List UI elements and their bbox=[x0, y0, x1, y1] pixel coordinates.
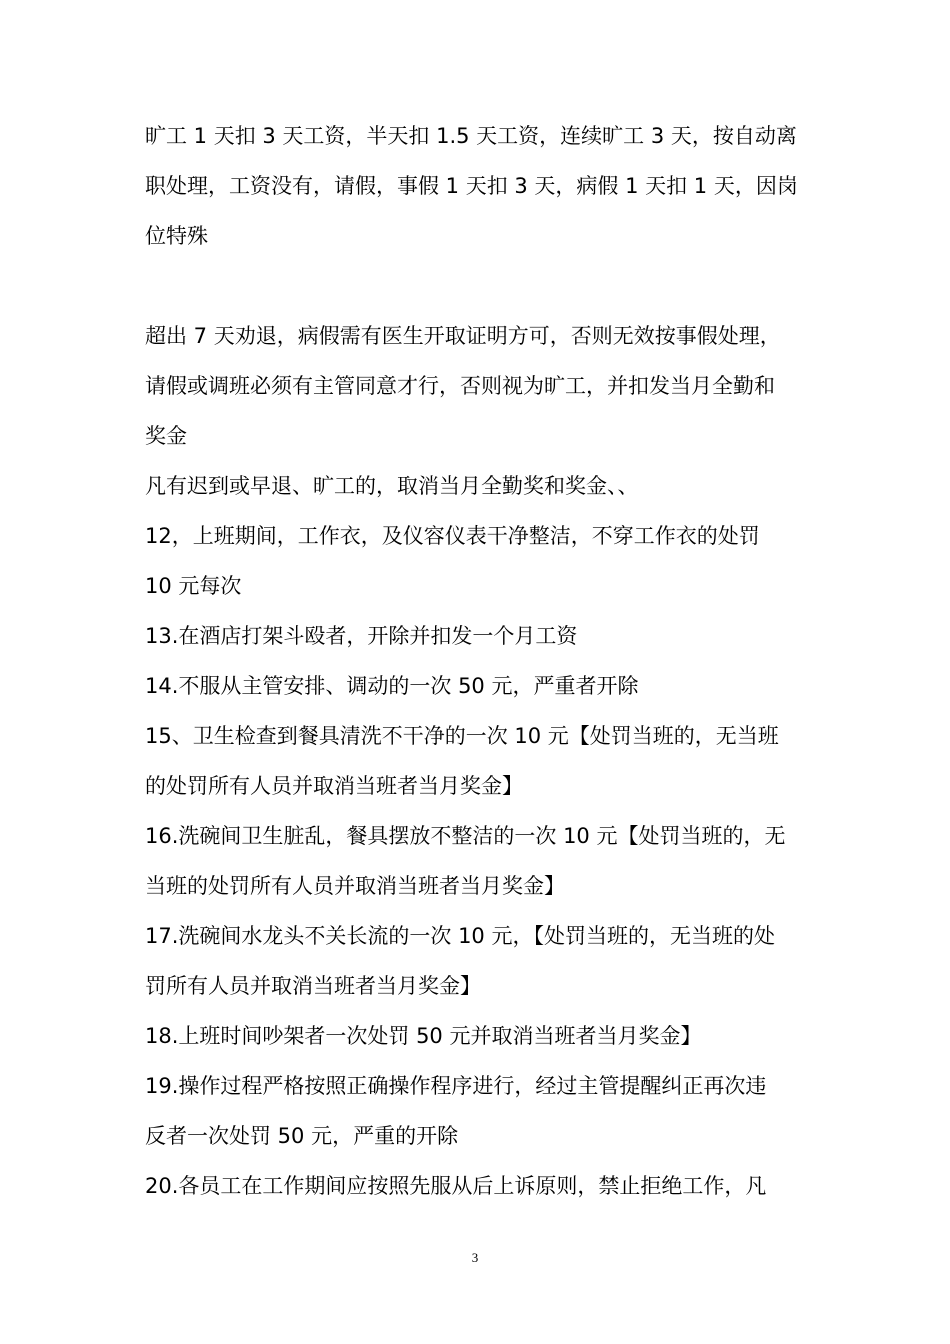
text-line: 超出 7 天劝退，病假需有医生开取证明方可，否则无效按事假处理， bbox=[145, 324, 781, 348]
text-line: 16.洗碗间卫生脏乱，餐具摆放不整洁的一次 10 元【处罚当班的，无 bbox=[145, 824, 786, 848]
text-line: 10 元每次 bbox=[145, 574, 242, 598]
text-line: 当班的处罚所有人员并取消当班者当月奖金】 bbox=[145, 874, 565, 898]
page-number: 3 bbox=[471, 1250, 479, 1265]
text-line: 13.在酒店打架斗殴者，开除并扣发一个月工资 bbox=[145, 624, 578, 648]
text-line: 位特殊 bbox=[145, 224, 208, 248]
text-line: 12，上班期间，工作衣，及仪容仪表干净整洁，不穿工作衣的处罚 bbox=[145, 524, 760, 548]
text-line: 奖金 bbox=[145, 424, 187, 448]
text-line: 罚所有人员并取消当班者当月奖金】 bbox=[145, 974, 481, 998]
text-line: 19.操作过程严格按照正确操作程序进行，经过主管提醒纠正再次违 bbox=[145, 1074, 767, 1098]
text-line: 凡有迟到或早退、旷工的，取消当月全勤奖和奖金、、 bbox=[145, 474, 639, 498]
text-line: 旷工 1 天扣 3 天工资，半天扣 1.5 天工资，连续旷工 3 天，按自动离 bbox=[145, 124, 797, 148]
text-line: 职处理，工资没有，请假，事假 1 天扣 3 天，病假 1 天扣 1 天，因岗 bbox=[145, 174, 798, 198]
text-line: 14.不服从主管安排、调动的一次 50 元，严重者开除 bbox=[145, 674, 639, 698]
text-line: 20.各员工在工作期间应按照先服从后上诉原则，禁止拒绝工作，凡 bbox=[145, 1174, 767, 1198]
text-line: 17.洗碗间水龙头不关长流的一次 10 元，【处罚当班的，无当班的处 bbox=[145, 924, 775, 948]
text-line: 15、卫生检查到餐具清洗不干净的一次 10 元【处罚当班的，无当班 bbox=[145, 724, 779, 748]
text-line: 的处罚所有人员并取消当班者当月奖金】 bbox=[145, 774, 523, 798]
text-line: 反者一次处罚 50 元，严重的开除 bbox=[145, 1124, 459, 1148]
text-line: 18.上班时间吵架者一次处罚 50 元并取消当班者当月奖金】 bbox=[145, 1024, 702, 1048]
text-line: 请假或调班必须有主管同意才行，否则视为旷工，并扣发当月全勤和 bbox=[145, 374, 775, 398]
